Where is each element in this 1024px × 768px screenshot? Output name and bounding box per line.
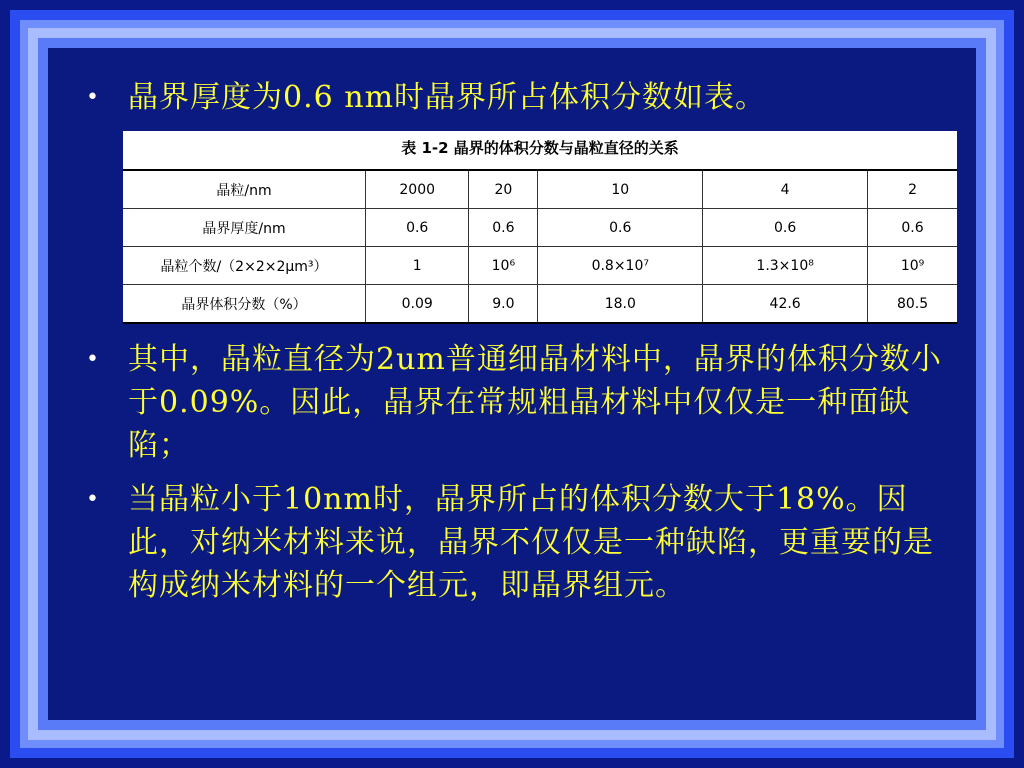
table-cell: 2 bbox=[868, 170, 957, 209]
bullet-text: 晶界厚度为0.6 nm时晶界所占体积分数如表。 bbox=[128, 80, 767, 115]
table-cell: 0.6 bbox=[703, 209, 868, 247]
table-cell: 晶界体积分数（%） bbox=[123, 285, 366, 324]
table-row bbox=[123, 285, 957, 324]
slide-content bbox=[48, 48, 976, 720]
bullet-dot-icon: • bbox=[86, 487, 100, 512]
table-cell: 10 bbox=[538, 170, 703, 209]
table-cell: 0.09 bbox=[366, 285, 469, 324]
bullet-dot-icon: • bbox=[86, 347, 100, 372]
table-cell: 2000 bbox=[366, 170, 469, 209]
bullet-text: 当晶粒小于10nm时，晶界所占的体积分数大于18%。因此，对纳米材料来说，晶界不仅仅是一种缺陷，更重要的是构成纳米材料的一个组元，即晶界组元。 bbox=[128, 482, 934, 603]
data-table bbox=[123, 169, 957, 324]
table-cell: 0.6 bbox=[366, 209, 469, 247]
table-cell: 4 bbox=[703, 170, 868, 209]
table-cell: 10⁶ bbox=[469, 247, 538, 285]
table-cell: 1 bbox=[366, 247, 469, 285]
table-cell: 18.0 bbox=[538, 285, 703, 324]
table-caption: 表 1-2 晶界的体积分数与晶粒直径的关系 bbox=[401, 139, 679, 157]
table-cell: 0.8×10⁷ bbox=[538, 247, 703, 285]
table-cell: 10⁹ bbox=[868, 247, 957, 285]
table-row bbox=[123, 170, 957, 209]
table-cell: 晶界厚度/nm bbox=[123, 209, 366, 247]
table-row bbox=[123, 247, 957, 285]
table-cell: 0.6 bbox=[538, 209, 703, 247]
table-cell: 晶粒个数/（2×2×2μm³） bbox=[123, 247, 366, 285]
table-row bbox=[123, 209, 957, 247]
table-cell: 晶粒/nm bbox=[123, 170, 366, 209]
table-cell: 42.6 bbox=[703, 285, 868, 324]
table-cell: 80.5 bbox=[868, 285, 957, 324]
table-cell: 0.6 bbox=[868, 209, 957, 247]
bullet-dot-icon: • bbox=[86, 85, 100, 110]
table-cell: 0.6 bbox=[469, 209, 538, 247]
table-cell: 20 bbox=[469, 170, 538, 209]
table-cell: 1.3×10⁸ bbox=[703, 247, 868, 285]
bullet-text: 其中，晶粒直径为2um普通细晶材料中，晶界的体积分数小于0.09%。因此，晶界在常规粗晶材料中仅仅是一种面缺陷； bbox=[128, 342, 942, 463]
table-image bbox=[123, 131, 957, 322]
table-cell: 9.0 bbox=[469, 285, 538, 324]
